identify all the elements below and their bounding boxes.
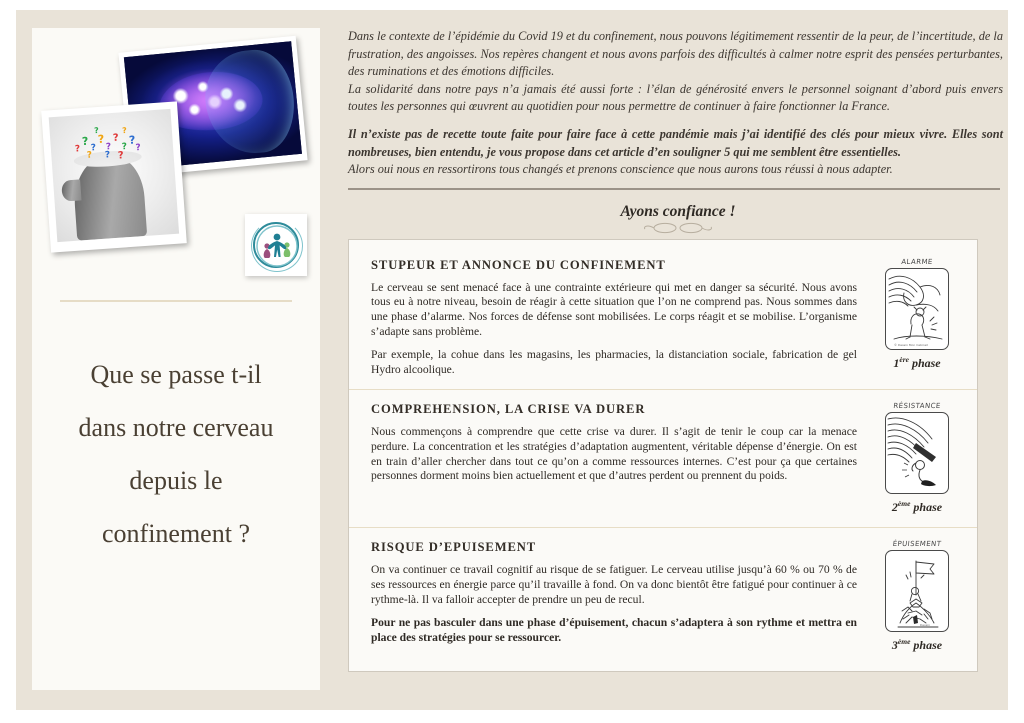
cartoon-exhaustion-flag-icon — [885, 550, 949, 632]
phase-number: 1 — [893, 355, 900, 370]
phase-word: phase — [913, 500, 943, 515]
image-collage — [32, 28, 320, 283]
phase-card-title: COMPREHENSION, LA CRISE VA DURER — [371, 402, 646, 417]
svg-text:© Dessin Mon Cabinet: © Dessin Mon Cabinet — [894, 342, 928, 347]
therapist-figures-logo — [245, 214, 307, 276]
phases-panel — [348, 239, 978, 673]
phase-card-title: STUPEUR ET ANNONCE DU CONFINEMENT — [371, 257, 666, 272]
phase-card-body — [371, 540, 871, 653]
phase-word: phase — [911, 355, 941, 370]
ornament-svg — [641, 221, 715, 235]
document-frame — [16, 10, 1008, 710]
question-head-image — [49, 109, 179, 242]
page-title-line-4: confinement ? — [102, 519, 250, 548]
paragraph-spacer — [348, 116, 1003, 126]
cartoon-label: ÉPUISEMENT — [892, 540, 942, 549]
phase-card-aside — [871, 402, 963, 515]
page-title-line-1: Que se passe t-il — [90, 360, 262, 389]
intro-paragraph-2: La solidarité dans notre pays n’a jamais été aussi forte : l’élan de générosité envers le personnel soignant d’abord puis envers toutes les personnes qui œuvrent au quotidien pour nous permettre de continuer à faire fonctionner la France. — [348, 81, 1003, 114]
swirl-ornament-icon — [348, 221, 1008, 234]
phase-caption — [871, 355, 963, 371]
phase-card — [349, 389, 977, 527]
page-title — [42, 348, 310, 560]
cartoon-alarm-svg — [886, 269, 948, 349]
phase-card-body — [371, 402, 871, 515]
phase-card-paragraph: On va continuer ce travail cognitif au risque de se fatiguer. Le cerveau utilise jusqu’à 60 % ou 70 % de ses ressources en énergie parce qu’il travaille à fond. On va donc bientôt être fatigué pour continuer à ce rythme-là. Il va falloir accepter de prendre un peu de recul. — [371, 563, 857, 606]
phase-card-title: RISQUE D’EPUISEMENT — [371, 540, 537, 555]
left-panel-divider — [60, 300, 292, 302]
page-title-line-3: depuis le — [129, 466, 223, 495]
phase-card-aside — [871, 540, 963, 653]
cartoon-alarm-wave-icon — [885, 268, 949, 350]
question-marks-cluster: ? ? ? ? ? ? ? ? ? ? ? ? ? ? — [74, 125, 142, 162]
intro-paragraph-3: Il n’existe pas de recette toute faite pour faire face à cette pandémie mais j’ai identifié des clés pour mieux vivre. Elles sont nombreuses, bien entendu, je vous propose dans cet article d’en souligner 5 qui me semblent être essentielles. — [348, 126, 1003, 159]
phase-number: 2 — [891, 500, 898, 515]
phase-caption — [871, 499, 963, 515]
left-panel — [32, 28, 320, 690]
horizontal-rule — [348, 188, 1000, 190]
phase-card-aside — [871, 258, 963, 378]
page-title-line-2: dans notre cerveau — [78, 413, 274, 442]
phase-ordinal: ème — [897, 499, 911, 509]
phase-card-paragraph: Le cerveau se sent menacé face à une contrainte extérieure qui met en danger sa sécurité. Nous avons tous eu à notre niveau, besoin de réagir à cette situation que l’on ne comprend pas. Nous sommes dans une phase d’alarme. Nos forces de défense sont mobilisées. Le corps réagit et se mobilise. L’organisme s’adapte sans problème. — [371, 280, 857, 338]
phase-caption — [871, 637, 963, 653]
intro-block — [348, 28, 1003, 179]
phase-card — [349, 527, 977, 665]
logo-circle-icon — [253, 222, 299, 268]
phase-card-paragraph: Par exemple, la cohue dans les magasins, les pharmacies, la distanciation sociale, fabrication de gel Hydro alcoolique. — [371, 348, 857, 376]
phase-card-body — [371, 258, 871, 378]
phase-card — [349, 246, 977, 390]
article-content — [348, 28, 1008, 690]
phase-ordinal: ère — [899, 354, 909, 364]
phase-card-paragraph: Nous commençons à comprendre que cette crise va durer. Il s’agit de tenir le coup car la menace perdure. La concentration et les stratégies d’adaptation augmentent, véritable dépense d’énergie. On est en train d’aller chercher dans tout ce qu’on a comme ressources internes. C’est pour ça que certaines personnes dorment moins bien actuellement et que d’autres perdent ou prennent du poids. — [371, 425, 857, 483]
intro-paragraph-1: Dans le contexte de l’épidémie du Covid 19 et du confinement, nous pouvons légitimement ressentir de la peur, de l’incertitude, de la frustration, des angoisses. Nos repères changent et nous avons parfois des difficultés à calmer notre esprit des pensées perturbantes, des ruminations et des émotions difficiles. — [348, 29, 1003, 79]
cartoon-label: ALARME — [900, 257, 934, 266]
phase-card-paragraph-bold: Pour ne pas basculer dans une phase d’épuisement, chacun s’adaptera à son rythme et mettra en place des stratégies pour se ressourcer. — [371, 616, 857, 644]
section-heading: Ayons confiance ! — [620, 202, 736, 220]
intro-paragraph-4: Alors oui nous en ressortirons tous changés et prenons conscience que nous aurons tous réussi à nous adapter. — [348, 162, 893, 177]
cartoon-exhaustion-svg — [886, 551, 948, 631]
phase-ordinal: ème — [897, 637, 911, 647]
phase-number: 3 — [891, 638, 898, 653]
cartoon-resistance-surf-icon — [885, 412, 949, 494]
head-silhouette-shape — [71, 154, 147, 241]
svg-text:Dessin: Dessin — [920, 623, 931, 628]
cartoon-label: RÉSISTANCE — [892, 402, 942, 411]
phase-word: phase — [913, 638, 943, 653]
head-with-question-marks-photo — [41, 101, 187, 252]
logo-figures-icon — [255, 224, 299, 268]
cartoon-resistance-svg — [886, 413, 948, 493]
